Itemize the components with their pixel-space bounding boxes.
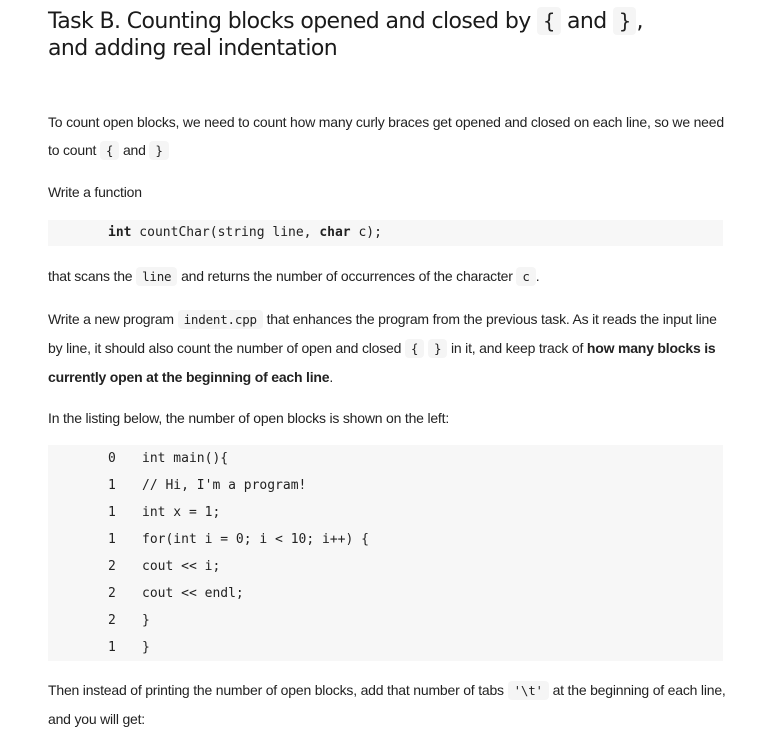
text: in it, and keep track of [450, 340, 584, 356]
text: at the beginning of each line, and you will get: [48, 682, 726, 727]
listing-row [48, 553, 723, 580]
inline-code: } [428, 339, 447, 358]
code-line: // Hi, I'm a program! [142, 478, 307, 493]
text: . [329, 369, 334, 385]
block-count: 1 [108, 505, 116, 520]
bold-text: how many blocks is currently open at the beginning of each line [48, 340, 716, 385]
title-text: , [636, 9, 643, 34]
paragraph-intro [48, 108, 728, 165]
code-line: int main(){ [142, 451, 229, 466]
keyword: int [108, 225, 132, 240]
paragraph-listing-intro: In the listing below, the number of open blocks is shown on the left: [48, 410, 450, 426]
code-line: cout << i; [142, 559, 221, 574]
listing-row [48, 499, 723, 526]
block-count: 2 [108, 559, 116, 574]
inline-code: { [537, 7, 560, 35]
text: that enhances the program from the previous task. As it reads the input line by line, it should also count the number of open and closed [48, 311, 717, 356]
listing-row [48, 634, 723, 661]
keyword: char [319, 225, 351, 240]
inline-code: { [405, 339, 424, 358]
code-line: } [142, 613, 150, 628]
code-block-signature [48, 220, 723, 246]
block-count: 1 [108, 478, 116, 493]
paragraph-new-program [48, 305, 728, 391]
title-text: and adding real indentation [48, 36, 338, 61]
inline-code: c [516, 267, 535, 286]
text: that scans the [48, 268, 133, 284]
code-text: c); [350, 225, 382, 240]
code-line: int x = 1; [142, 505, 221, 520]
inline-code: } [149, 141, 168, 160]
text: Write a new program [48, 311, 174, 327]
inline-code: indent.cpp [178, 310, 263, 329]
text: To count open blocks, we need to count how many curly braces get opened and closed on each line, so we need to count [48, 114, 724, 158]
inline-code: line [136, 267, 177, 286]
paragraph-then [48, 676, 728, 733]
title-text: Task B. Counting blocks opened and closed by [48, 9, 531, 34]
block-count: 0 [108, 451, 116, 466]
inline-code: } [613, 7, 636, 35]
code-line: cout << endl; [142, 586, 244, 601]
code-block-listing [48, 445, 723, 661]
code-line: for(int i = 0; i < 10; i++) { [142, 532, 369, 547]
inline-code: { [100, 141, 119, 160]
code-line: } [142, 640, 150, 655]
text: and returns the number of occurrences of the character [181, 268, 513, 284]
code-text: countChar(string line, [131, 225, 320, 240]
text: Then instead of printing the number of open blocks, add that number of tabs [48, 682, 504, 698]
signature-line [108, 220, 382, 246]
listing-row [48, 526, 723, 553]
title-text: and [566, 9, 607, 34]
block-count: 1 [108, 640, 116, 655]
paragraph-write-function: Write a function [48, 184, 142, 200]
listing-row [48, 445, 723, 472]
page-title [48, 8, 748, 62]
text: and [122, 142, 146, 158]
inline-code: '\t' [508, 681, 549, 700]
paragraph-scans [48, 262, 728, 291]
listing-row [48, 472, 723, 499]
listing-row [48, 607, 723, 634]
block-count: 1 [108, 532, 116, 547]
block-count: 2 [108, 586, 116, 601]
block-count: 2 [108, 613, 116, 628]
text: . [535, 268, 540, 284]
listing-row [48, 580, 723, 607]
